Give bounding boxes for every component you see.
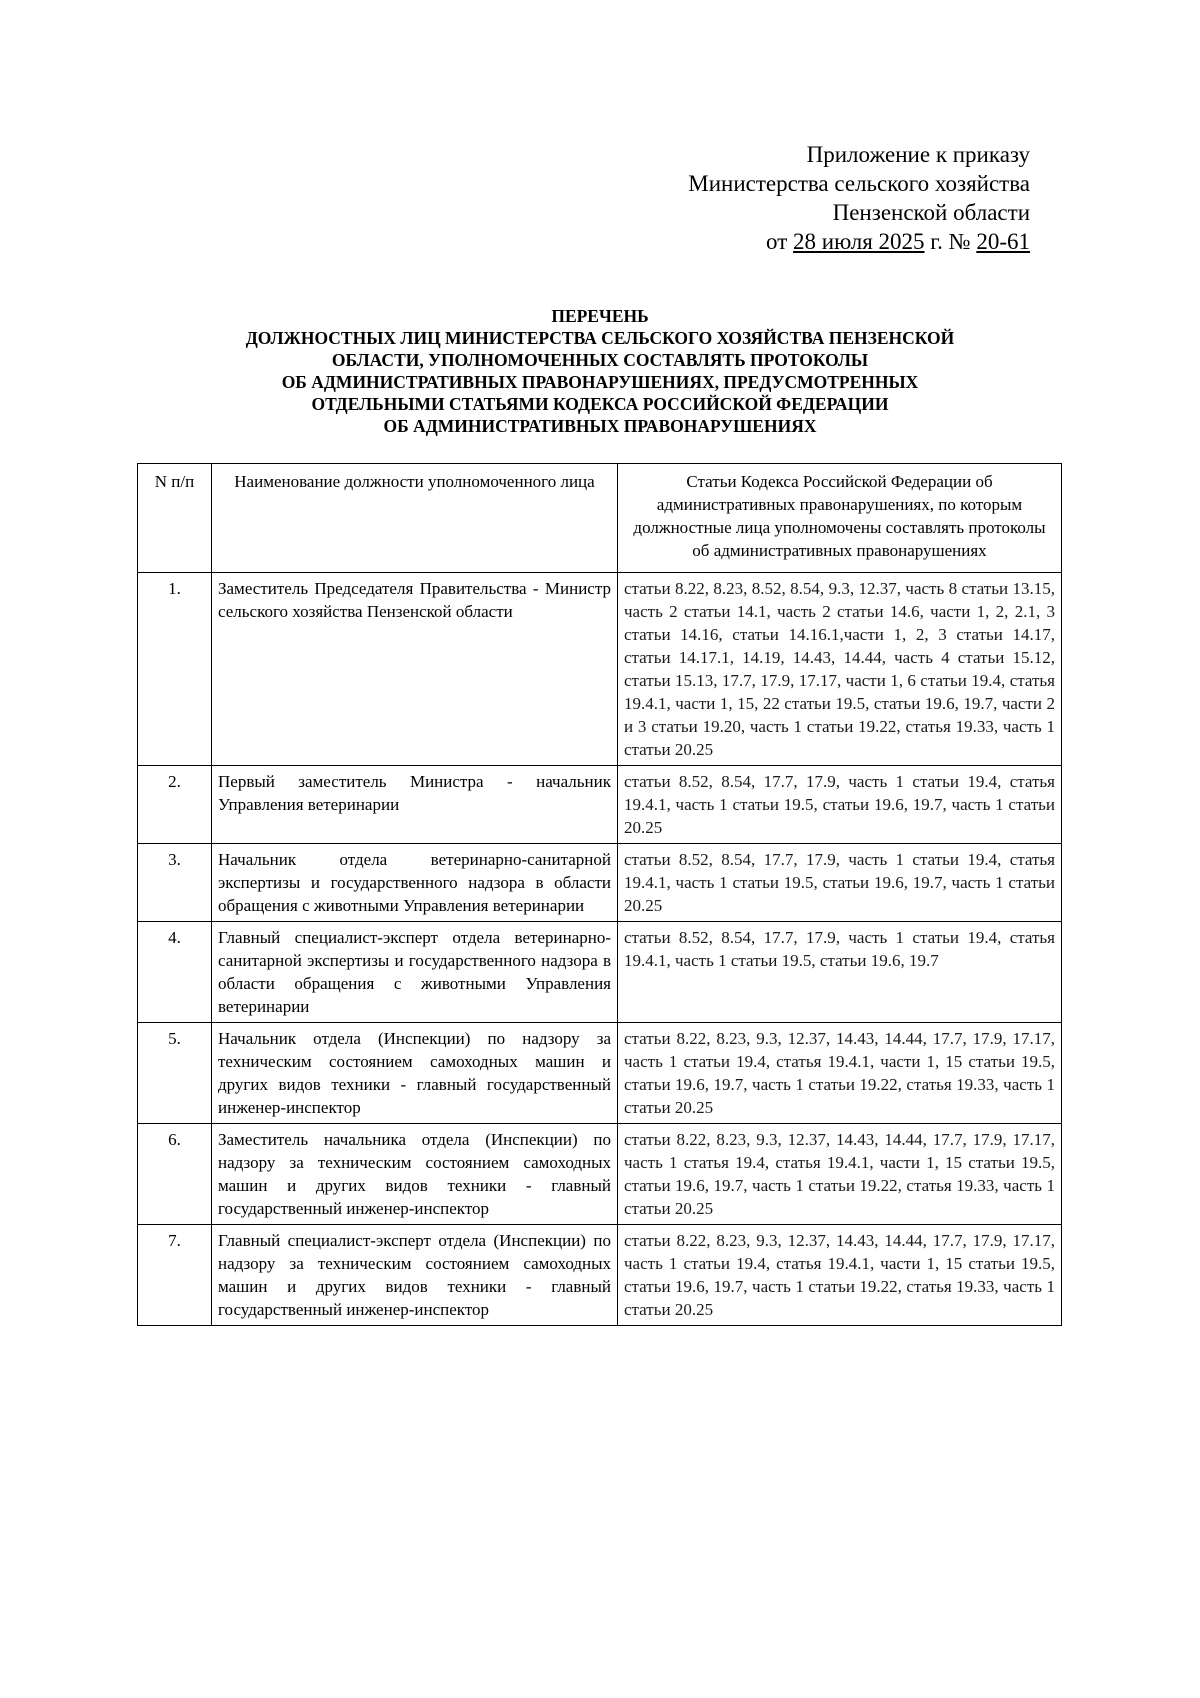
appendix-date-line (510, 227, 1030, 256)
date-suffix: г. № (924, 229, 977, 254)
row-articles: статьи 8.22, 8.23, 9.3, 12.37, 14.43, 14.44, 17.7, 17.9, 17.17, часть 1 статьи 19.4, статья 19.4.1, части 1, 15 статьи 19.5, статьи 19.6, 19.7, часть 1 статьи 19.22, статья 19.33, часть 1 статьи 20.25 (618, 1023, 1062, 1124)
row-position: Начальник отдела ветеринарно-санитарной экспертизы и государственного надзора в области обращения с животными Управления ветеринарии (212, 844, 618, 922)
row-position: Заместитель начальника отдела (Инспекции) по надзору за техническим состоянием самоходных машин и других видов техники - главный государственный инженер-инспектор (212, 1124, 618, 1225)
appendix-line-1: Приложение к приказу (806, 142, 1030, 167)
row-articles: статьи 8.22, 8.23, 9.3, 12.37, 14.43, 14.44, 17.7, 17.9, 17.17, часть 1 статья 19.4, статья 19.4.1, части 1, 15 статьи 19.5, статьи 19.6, 19.7, часть 1 статьи 19.22, статья 19.33, часть 1 статьи 20.25 (618, 1124, 1062, 1225)
title-line: ОБ АДМИНИСТРАТИВНЫХ ПРАВОНАРУШЕНИЯХ (383, 416, 817, 436)
row-position: Начальник отдела (Инспекции) по надзору за техническим состоянием самоходных машин и других видов техники - главный государственный инженер-инспектор (212, 1023, 618, 1124)
officials-table (137, 463, 1062, 1326)
table-row (138, 1124, 1062, 1225)
order-number: 20-61 (976, 229, 1030, 254)
row-number: 2. (138, 766, 212, 844)
row-number: 7. (138, 1225, 212, 1326)
row-articles: статьи 8.52, 8.54, 17.7, 17.9, часть 1 статьи 19.4, статья 19.4.1, часть 1 статьи 19.5, статьи 19.6, 19.7 (618, 922, 1062, 1023)
date-prefix: от (766, 229, 794, 254)
title-line: ДОЛЖНОСТНЫХ ЛИЦ МИНИСТЕРСТВА СЕЛЬСКОГО ХОЗЯЙСТВА ПЕНЗЕНСКОЙ (245, 328, 955, 348)
title-line: ПЕРЕЧЕНЬ (551, 306, 649, 326)
table-row (138, 766, 1062, 844)
header-position: Наименование должности уполномоченного лица (212, 464, 618, 573)
table-row (138, 1225, 1062, 1326)
row-position: Главный специалист-эксперт отдела (Инспекции) по надзору за техническим состоянием самоходных машин и других видов техники - главный государственный инженер-инспектор (212, 1225, 618, 1326)
row-position: Заместитель Председателя Правительства - Министр сельского хозяйства Пензенской области (212, 573, 618, 766)
order-date: 28 июля 2025 (793, 229, 925, 254)
row-articles: статьи 8.22, 8.23, 8.52, 8.54, 9.3, 12.37, часть 8 статьи 13.15, часть 2 статьи 14.1, часть 2 статьи 14.6, части 1, 2, 2.1, 3 статьи 14.16, статьи 14.16.1,части 1, 2, 3 статьи 14.17, статьи 14.17.1, 14.19, 14.43, 14.44, часть 4 статьи 15.12, статьи 15.13, 17.7, 17.9, 17.17, части 1, 6 статьи 19.4, статья 19.4.1, части 1, 15, 22 статьи 19.5, статьи 19.6, 19.7, части 2 и 3 статьи 19.20, часть 1 статьи 19.22, статья 19.33, часть 1 статьи 20.25 (618, 573, 1062, 766)
table-row (138, 922, 1062, 1023)
row-number: 6. (138, 1124, 212, 1225)
row-number: 1. (138, 573, 212, 766)
header-number: N п/п (138, 464, 212, 573)
table-row (138, 573, 1062, 766)
row-position: Главный специалист-эксперт отдела ветеринарно-санитарной экспертизы и государственного надзора в области обращения с животными Управления ветеринарии (212, 922, 618, 1023)
row-number: 5. (138, 1023, 212, 1124)
table-row (138, 844, 1062, 922)
document-title (140, 305, 1060, 437)
row-number: 3. (138, 844, 212, 922)
row-number: 4. (138, 922, 212, 1023)
header-articles: Статьи Кодекса Российской Федерации об административных правонарушениях, по которым должностные лица уполномочены составлять протоколы об административных правонарушениях (618, 464, 1062, 573)
title-line: ОТДЕЛЬНЫМИ СТАТЬЯМИ КОДЕКСА РОССИЙСКОЙ ФЕДЕРАЦИИ (311, 394, 889, 414)
appendix-line-3: Пензенской области (832, 200, 1030, 225)
appendix-header (510, 140, 1030, 256)
row-position: Первый заместитель Министра - начальник Управления ветеринарии (212, 766, 618, 844)
row-articles: статьи 8.52, 8.54, 17.7, 17.9, часть 1 статьи 19.4, статья 19.4.1, часть 1 статьи 19.5, статьи 19.6, 19.7, часть 1 статьи 20.25 (618, 766, 1062, 844)
table-row (138, 1023, 1062, 1124)
table-header-row (138, 464, 1062, 573)
row-articles: статьи 8.22, 8.23, 9.3, 12.37, 14.43, 14.44, 17.7, 17.9, 17.17, часть 1 статьи 19.4, статья 19.4.1, части 1, 15 статьи 19.5, статьи 19.6, 19.7, часть 1 статьи 19.22, статья 19.33, часть 1 статьи 20.25 (618, 1225, 1062, 1326)
title-line: ОБ АДМИНИСТРАТИВНЫХ ПРАВОНАРУШЕНИЯХ, ПРЕДУСМОТРЕННЫХ (281, 372, 919, 392)
appendix-line-2: Министерства сельского хозяйства (688, 171, 1030, 196)
title-line: ОБЛАСТИ, УПОЛНОМОЧЕННЫХ СОСТАВЛЯТЬ ПРОТОКОЛЫ (331, 350, 869, 370)
row-articles: статьи 8.52, 8.54, 17.7, 17.9, часть 1 статьи 19.4, статья 19.4.1, часть 1 статьи 19.5, статьи 19.6, 19.7, часть 1 статьи 20.25 (618, 844, 1062, 922)
